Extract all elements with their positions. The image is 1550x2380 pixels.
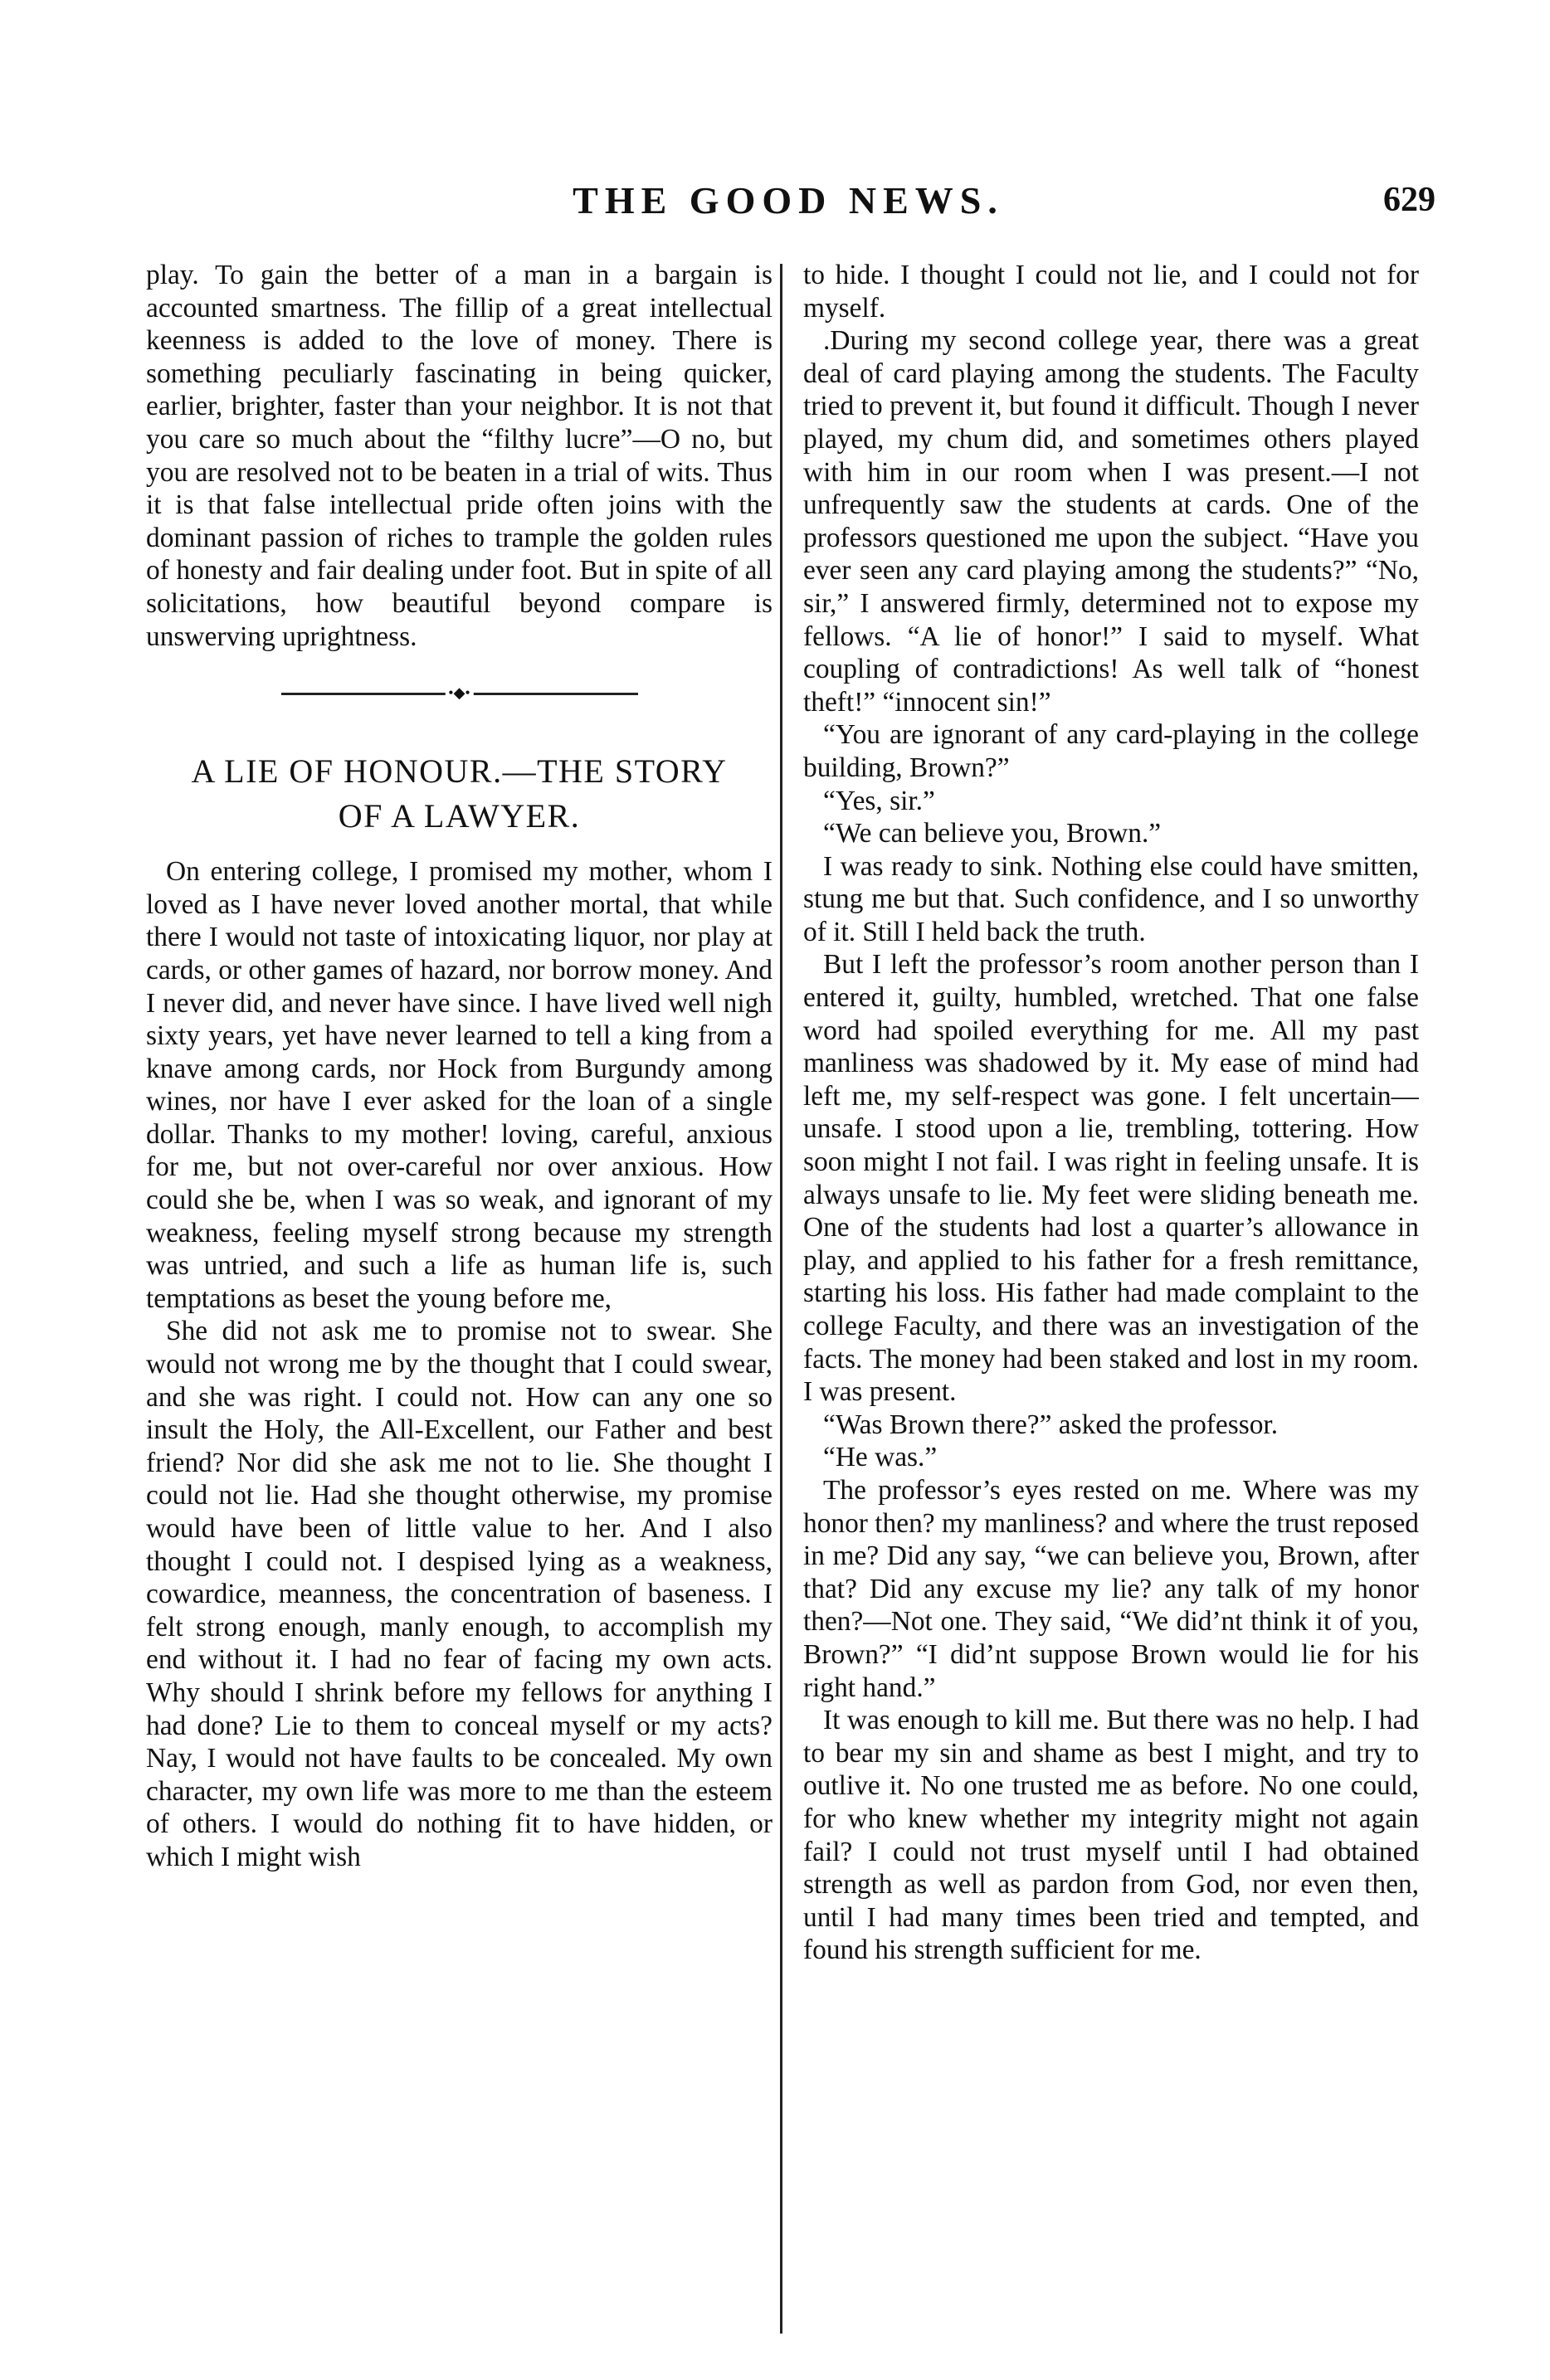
article-title [146,751,773,837]
newspaper-title: THE GOOD NEWS. [573,179,1004,221]
dialog-line: “He was.” [823,1442,938,1473]
article-paragraph: She did not ask me to promise not to swear. She would not wrong me by the thought that I could swear, and she was right. I could not. How can any one so insult the Holy, the All-Excellent, our Father and best friend? Nor did she ask me not to lie. She thought I could not lie. Had she thought otherwise, my promise would have been of little value to her. And I also thought I could not. I despised lying as a weakness, cowardice, meanness, the concentration of baseness. I felt strong enough, manly enough, to accomplish my end without it. I had no fear of facing my own acts. Why should I shrink before my fellows for anything I had done? Lie to them to conceal myself or my acts? Nay, I would not have faults to be concealed. My own character, my own life was more to me than the esteem of others. I would do nothing fit to have hidden, or which I might wish [146,1316,773,1872]
dialog-line: “You are ignorant of any card-playing in the college building, Brown?” [803,719,1419,783]
opening-paragraph: play. To gain the better of a man in a bargain is accounted smartness. The fillip of a great intellectual keenness is added to the love of money. There is something peculiarly fascinating in being quicker, earlier, brighter, faster than your neighbor. It is not that you care so much about the “filthy lucre”—O no, but you are resolved not to be beaten in a trial of wits. Thus it is that false intellectual pride often joins with the dominant passion of riches to trample the golden rules of honesty and fair dealing under foot. But in spite of all solicitations, how beautiful beyond compare is unswerving uprightness. [146,260,773,652]
column-divider [780,264,782,2334]
dialog-line: “We can believe you, Brown.” [823,818,1162,849]
article-paragraph: I was ready to sink. Nothing else could have smitten, stung me but that. Such confidence, and I so unworthy of it. Still I held back the truth. [803,850,1419,947]
article-paragraph: The professor’s eyes rested on me. Where was my honor then? my manliness? and where the trust reposed in me? Did any say, “we can believe you, Brown, after that? Did any excuse my lie? any talk of my honor then?—Not one. They said, “We did’nt think it of you, Brown?” “I did’nt suppose Brown would lie for his right hand.” [803,1474,1419,1703]
article-title-line-2: OF A LAWYER. [338,797,581,835]
page-header [141,178,1435,228]
left-column [146,259,773,2363]
dialog-line: “Yes, sir.” [823,785,935,816]
ornament-rule [281,693,638,695]
article-paragraph: On entering college, I promised my mother, whom I loved as I have never loved another mortal, that while there I would not taste of intoxicating liquor, nor play at cards, or other games of hazard, nor borrow money. And I never did, and never have since. I have lived well nigh sixty years, yet have never learned to tell a king from a knave among cards, nor Hock from Burgundy among wines, nor have I ever asked for the loan of a single dollar. Thanks to my mother! loving, careful, anxious for me, but not over-careful nor over anxious. How could she be, when I was so weak, and ignorant of my weakness, feeling myself strong because my strength was untried, and such a life as human life is, such temptations as beset the young before me, [146,856,773,1314]
page-number: 629 [1383,181,1435,219]
article-paragraph: It was enough to kill me. But there was no help. I had to bear my sin and shame as best I might, and try to outlive it. No one trusted me as before. No one could, for who knew whether my integrity might not again fail? I could not trust myself until I had obtained strength as well as pardon from God, nor even then, until I had many times been tried and tempted, and found his strength sufficient for me. [803,1705,1419,1966]
dialog-line: “Was Brown there?” asked the professor. [823,1409,1279,1440]
article-title-line-1: A LIE OF HONOUR.—THE STORY [191,752,728,791]
right-column [803,259,1419,2363]
article-paragraph-continued: to hide. I thought I could not lie, and I could not for myself. [803,260,1419,324]
article-paragraph: But I left the professor’s room another person than I entered it, guilty, humbled, wretched. That one false word had spoiled everything for me. All my past manliness was shadowed by it. My ease of mind had left me, my self-respect was gone. I felt uncertain—unsafe. I stood upon a lie, trembling, tottering. How soon might I not fail. I was right in feeling unsafe. It is always unsafe to lie. My feet were sliding beneath me. One of the students had lost a quarter’s allowance in play, and applied to his father for a fresh remittance, starting his loss. His father had made complaint to the college Faculty, and there was an investigation of the facts. The money had been staked and lost in my room. I was present. [803,949,1419,1408]
article-paragraph: .During my second college year, there was a great deal of card playing among the students. The Faculty tried to prevent it, but found it difficult. Though I never played, my chum did, and sometimes others played with him in our room when I was present.—I not unfrequently saw the students at cards. One of the professors questioned me upon the subject. “Have you ever seen any card playing among the students?” “No, sir,” I answered firmly, determined not to expose my fellows. “A lie of honor!” I said to myself. What coupling of contradictions! As well talk of “honest theft!” “innocent sin!” [803,325,1419,718]
section-ornament [146,664,773,723]
